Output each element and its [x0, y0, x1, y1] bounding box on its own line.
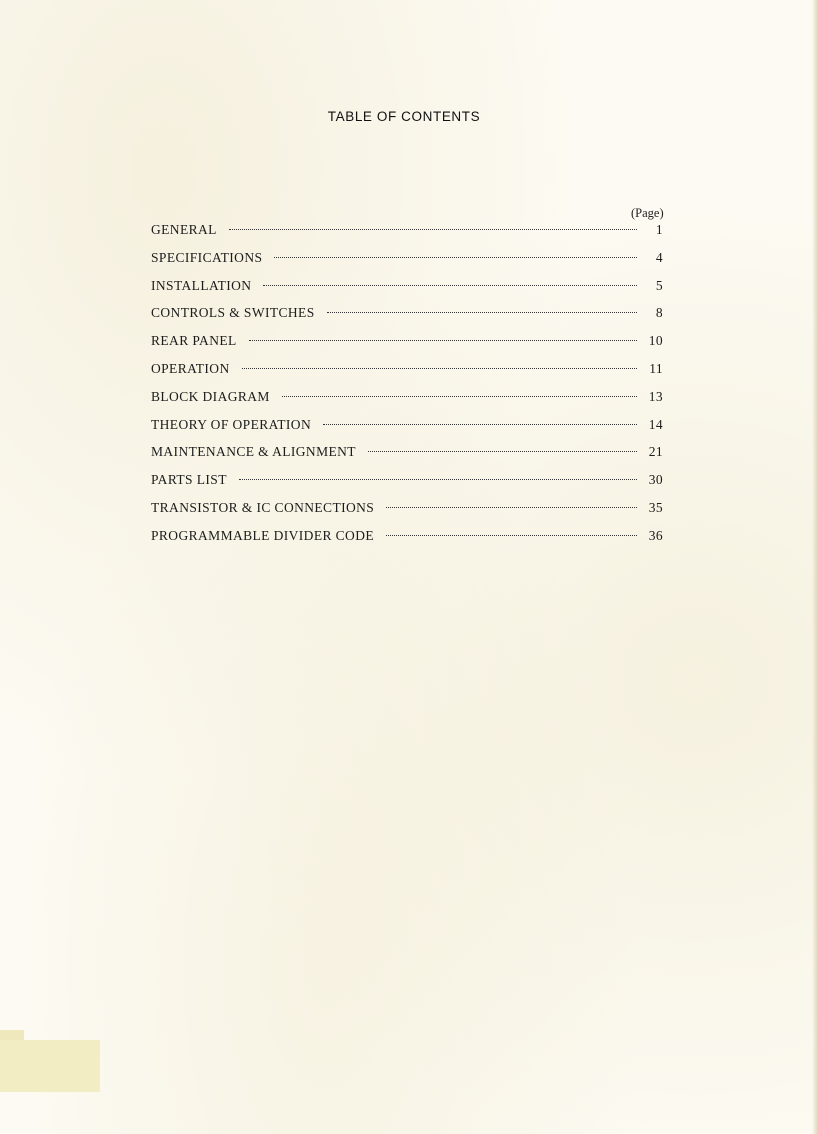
dot-leader	[229, 229, 637, 230]
toc-entry	[151, 528, 663, 556]
toc-entry-label: PARTS LIST	[151, 472, 227, 488]
dot-leader	[274, 257, 637, 258]
toc-entry	[151, 250, 663, 278]
toc-entry-page: 30	[648, 472, 663, 488]
toc-entry-label: MAINTENANCE & ALIGNMENT	[151, 444, 356, 460]
paper-stain	[0, 1040, 100, 1092]
toc-entry-label: TRANSISTOR & IC CONNECTIONS	[151, 499, 375, 515]
dot-leader	[323, 424, 637, 425]
toc-entry	[151, 222, 663, 250]
toc-entry-label: BLOCK DIAGRAM	[151, 388, 270, 404]
toc-entry-page: 1	[655, 222, 663, 237]
toc-entry-label: GENERAL	[151, 222, 217, 237]
dot-leader	[327, 312, 637, 313]
toc-entry-label: INSTALLATION	[151, 277, 252, 293]
toc-entry-label: REAR PANEL	[151, 333, 237, 349]
toc-entry	[151, 305, 663, 333]
dot-leader	[239, 479, 637, 480]
toc-entry-page: 5	[655, 277, 663, 293]
dot-leader	[386, 507, 637, 508]
toc-entry	[151, 361, 663, 389]
toc-entry-page: 35	[648, 499, 663, 515]
toc-entry	[151, 389, 663, 417]
dot-leader	[263, 285, 637, 286]
toc-entry	[151, 278, 663, 306]
toc-entry-label: CONTROLS & SWITCHES	[151, 305, 315, 321]
toc-entry-label: PROGRAMMABLE DIVIDER CODE	[151, 527, 375, 543]
page-column-label: (Page)	[631, 206, 664, 220]
toc-entry-label: SPECIFICATIONS	[151, 249, 263, 265]
toc-entry	[151, 444, 663, 472]
dot-leader	[249, 340, 637, 341]
toc-entry-page: 4	[655, 249, 663, 265]
toc-entry	[151, 500, 663, 528]
toc-entry-page: 8	[655, 305, 663, 321]
toc-entry-page: 21	[648, 444, 663, 460]
toc-entry-page: 13	[648, 388, 663, 404]
toc-entry-page: 36	[648, 527, 663, 543]
dot-leader	[242, 368, 637, 369]
toc-entry-page: 11	[649, 360, 663, 376]
table-of-contents	[151, 222, 663, 556]
toc-entry	[151, 417, 663, 445]
toc-entry	[151, 472, 663, 500]
dot-leader	[386, 535, 637, 536]
toc-entry-page: 10	[648, 333, 663, 349]
page-title: TABLE OF CONTENTS	[327, 109, 481, 124]
dot-leader	[282, 396, 637, 397]
toc-entry-label: THEORY OF OPERATION	[151, 416, 312, 432]
toc-entry-page: 14	[648, 416, 663, 432]
toc-entry	[151, 333, 663, 361]
dot-leader	[368, 451, 637, 452]
paper-edge	[812, 0, 818, 1134]
toc-entry-label: OPERATION	[151, 360, 230, 376]
